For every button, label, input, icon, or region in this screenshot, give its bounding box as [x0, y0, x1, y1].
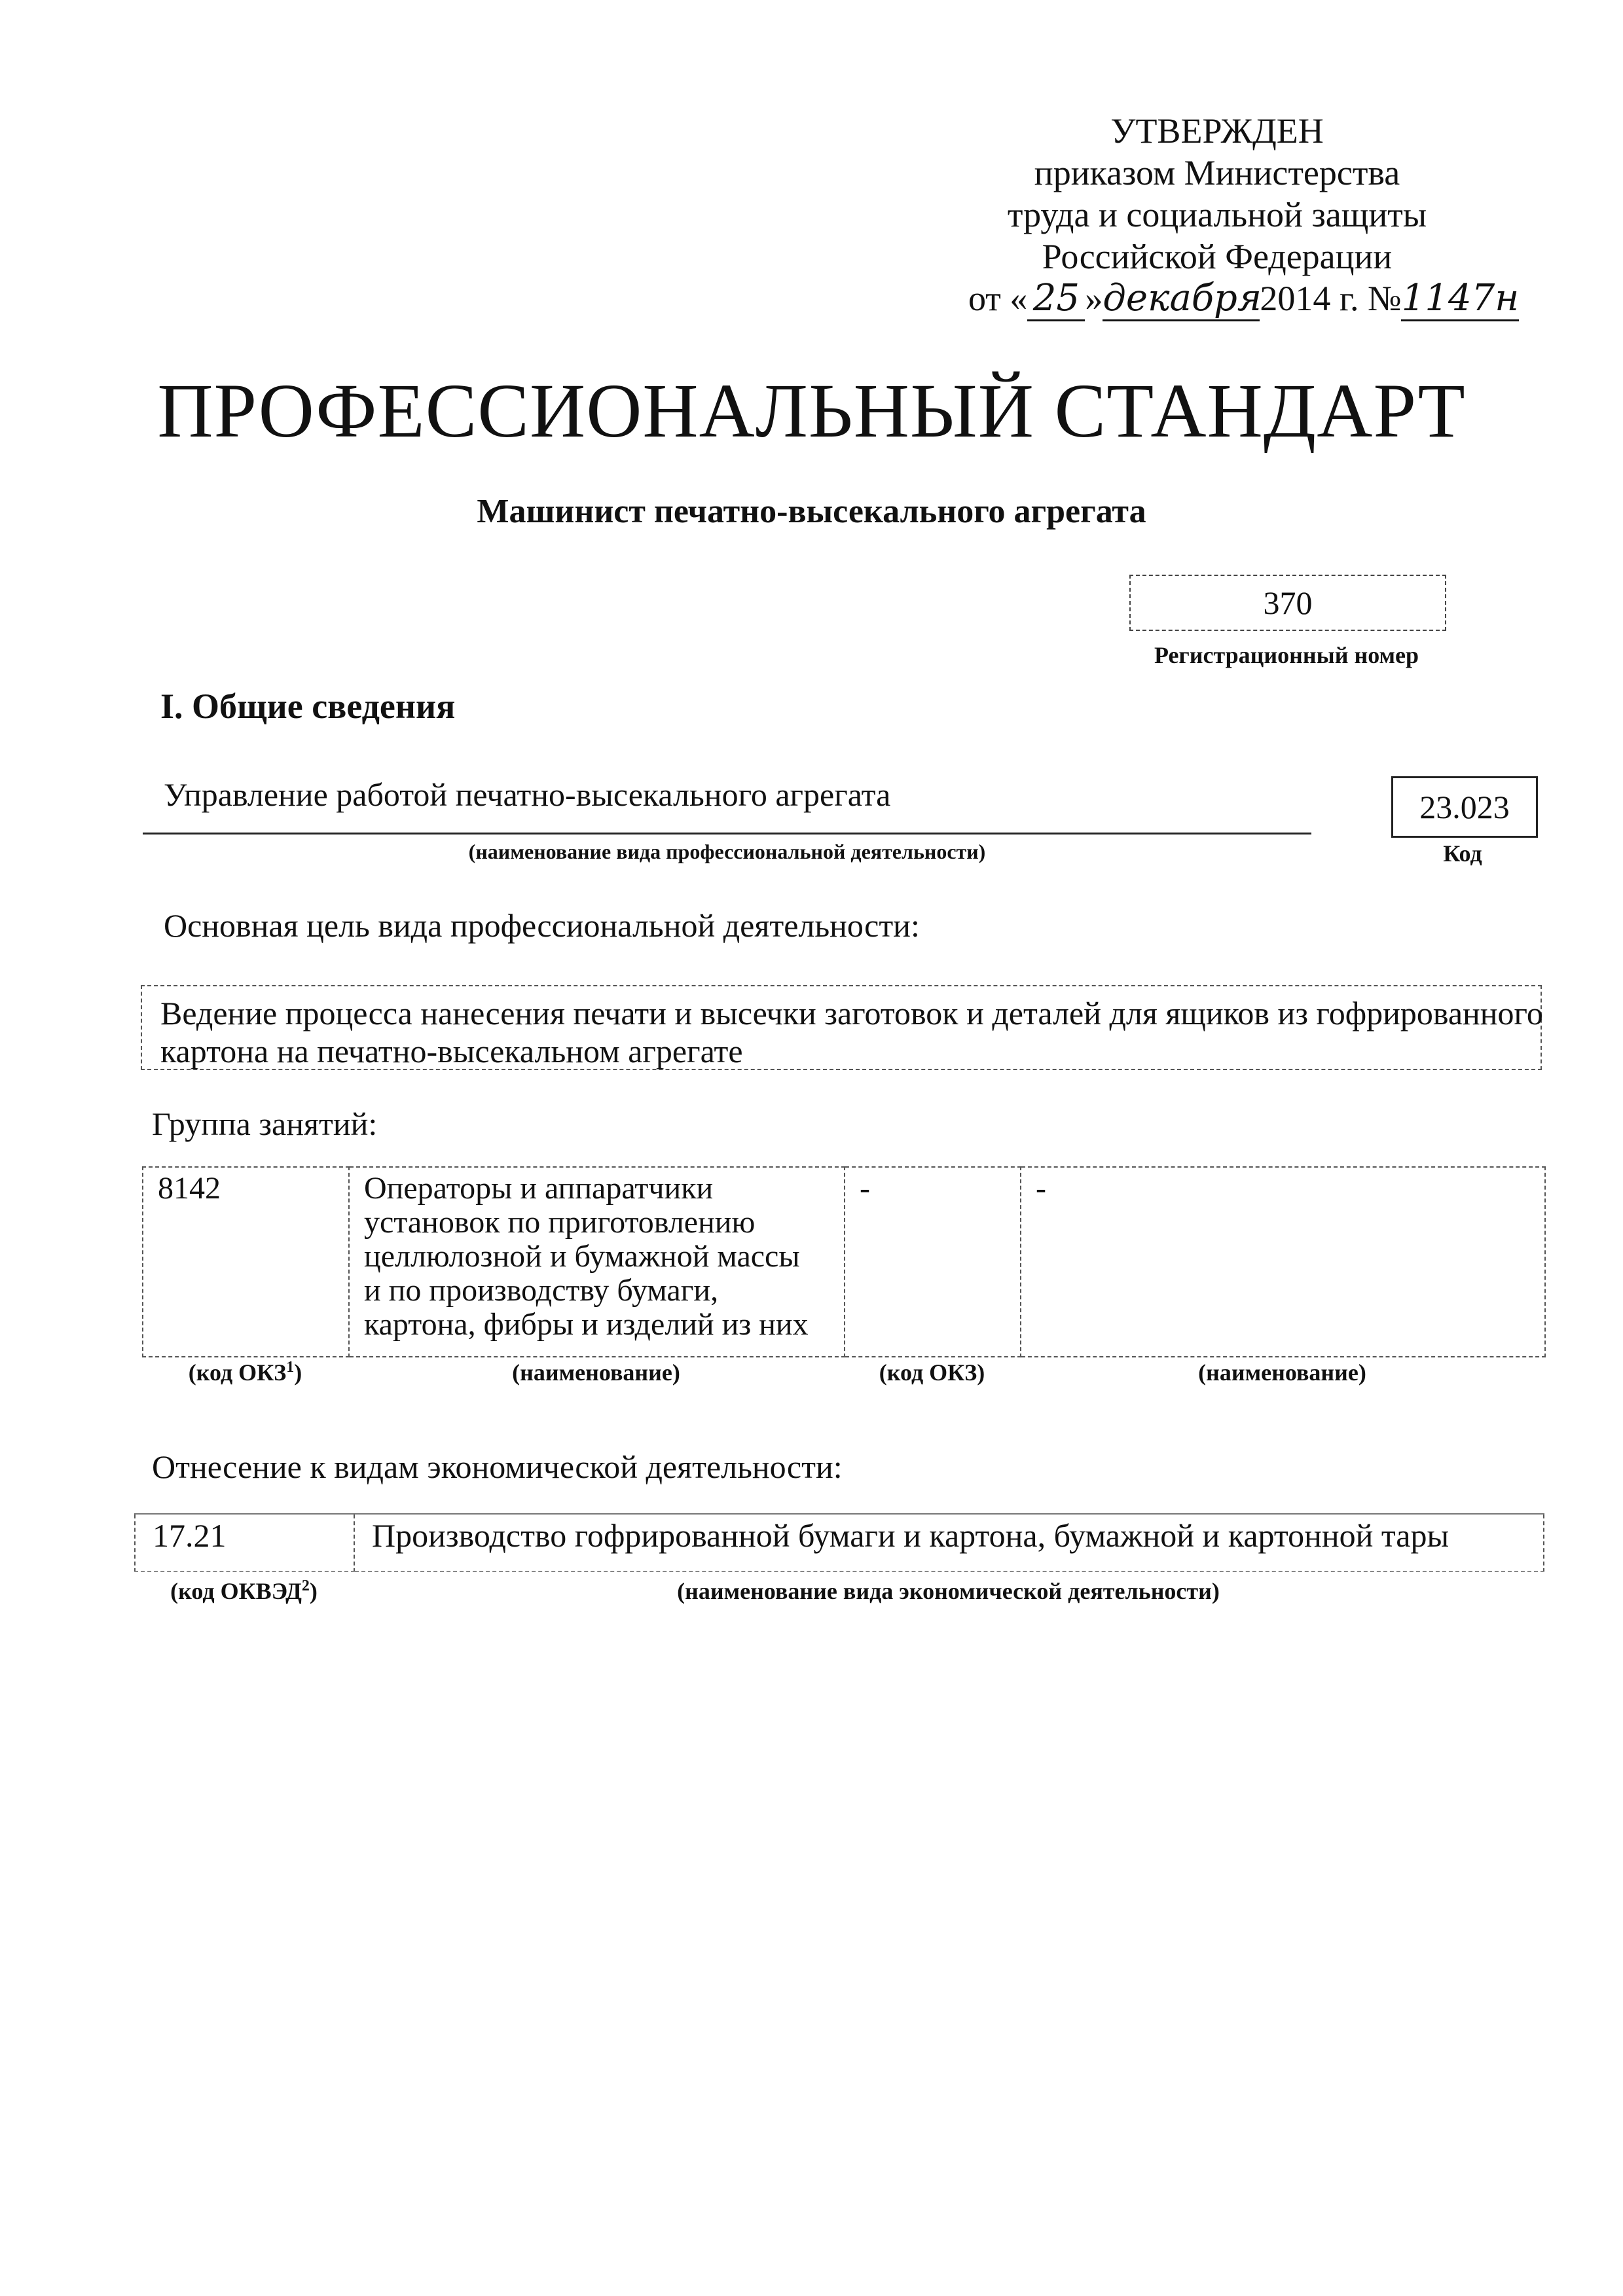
- okz-code2-cell: -: [845, 1167, 1021, 1357]
- date-prefix: от «: [968, 279, 1028, 318]
- okz-code-cell: 8142: [143, 1167, 349, 1357]
- occupation-table: [142, 1166, 1546, 1357]
- okz-name-caption: (наименование): [512, 1359, 680, 1386]
- footnote-2-marker: 2: [301, 1577, 310, 1594]
- activity-caption: (наименование вида профессиональной деятельности): [468, 840, 986, 863]
- handwritten-month: декабря: [1103, 278, 1260, 321]
- economic-activity-label: Отнесение к видам экономической деятельности:: [152, 1448, 843, 1485]
- okz-name2-cell: -: [1021, 1167, 1545, 1357]
- table-row: [143, 1167, 1545, 1357]
- handwritten-day: 25: [1027, 278, 1085, 321]
- okved-code-cell: 17.21: [135, 1514, 354, 1571]
- okz-code2-caption: (код ОКЗ): [879, 1359, 985, 1386]
- footnote-1-marker: 1: [286, 1359, 295, 1376]
- activity-code-box: 23.023: [1391, 776, 1538, 838]
- activity-name: Управление работой печатно-высекального агрегата: [164, 776, 891, 813]
- economic-activity-table: [134, 1513, 1544, 1572]
- table-row: [135, 1514, 1544, 1571]
- handwritten-order-number: 1147н: [1401, 278, 1519, 321]
- approval-line-3: труда и социальной защиты: [1007, 195, 1427, 234]
- okz-name-line: Операторы и аппаратчики: [364, 1171, 714, 1206]
- okz-name2-caption: (наименование): [1198, 1359, 1366, 1386]
- approval-line-1: УТВЕРЖДЕН: [1110, 111, 1324, 151]
- okved-code-caption: (код ОКВЭД$^2$): [170, 1577, 318, 1604]
- approval-line-2: приказом Министерства: [1034, 153, 1400, 192]
- okz-name-line: и по производству бумаги,: [364, 1273, 719, 1308]
- approval-line-4: Российской Федерации: [1042, 237, 1393, 276]
- registration-number-label: Регистрационный номер: [1154, 642, 1419, 668]
- section-heading: I. Общие сведения: [160, 687, 456, 726]
- goal-text-line-2: картона на печатно-высекальном агрегате: [160, 1033, 743, 1069]
- goal-label: Основная цель вида профессиональной деятельности:: [164, 907, 920, 944]
- document-subtitle: Машинист печатно-высекального агрегата: [477, 493, 1146, 530]
- okz-name-line: установок по приготовлению: [364, 1205, 756, 1240]
- document-title: ПРОФЕССИОНАЛЬНЫЙ СТАНДАРТ: [157, 368, 1466, 454]
- approval-block: [968, 110, 1520, 321]
- goal-box: [141, 985, 1542, 1070]
- occupation-group-label: Группа занятий:: [152, 1105, 378, 1142]
- okz-name-line: целлюлозной и бумажной массы: [364, 1239, 800, 1274]
- okz-name-cell: [349, 1167, 845, 1357]
- okved-name-cell: Производство гофрированной бумаги и картона, бумажной и картонной тары: [354, 1514, 1544, 1571]
- goal-text-line-1: Ведение процесса нанесения печати и высечки заготовок и деталей для ящиков из гофрированного: [160, 995, 1543, 1031]
- approval-date-line: [968, 277, 1520, 321]
- date-close: »: [1085, 279, 1103, 318]
- okz-name-line: картона, фибры и изделий из них: [364, 1307, 809, 1342]
- activity-code-label: Код: [1443, 840, 1482, 867]
- registration-number-box: 370: [1129, 575, 1446, 631]
- date-year: 2014 г. №: [1260, 279, 1402, 318]
- activity-underline: [143, 833, 1311, 834]
- okz-code-caption: (код ОКЗ$^1$): [188, 1359, 302, 1386]
- okved-name-caption: (наименование вида экономической деятельности): [677, 1578, 1220, 1604]
